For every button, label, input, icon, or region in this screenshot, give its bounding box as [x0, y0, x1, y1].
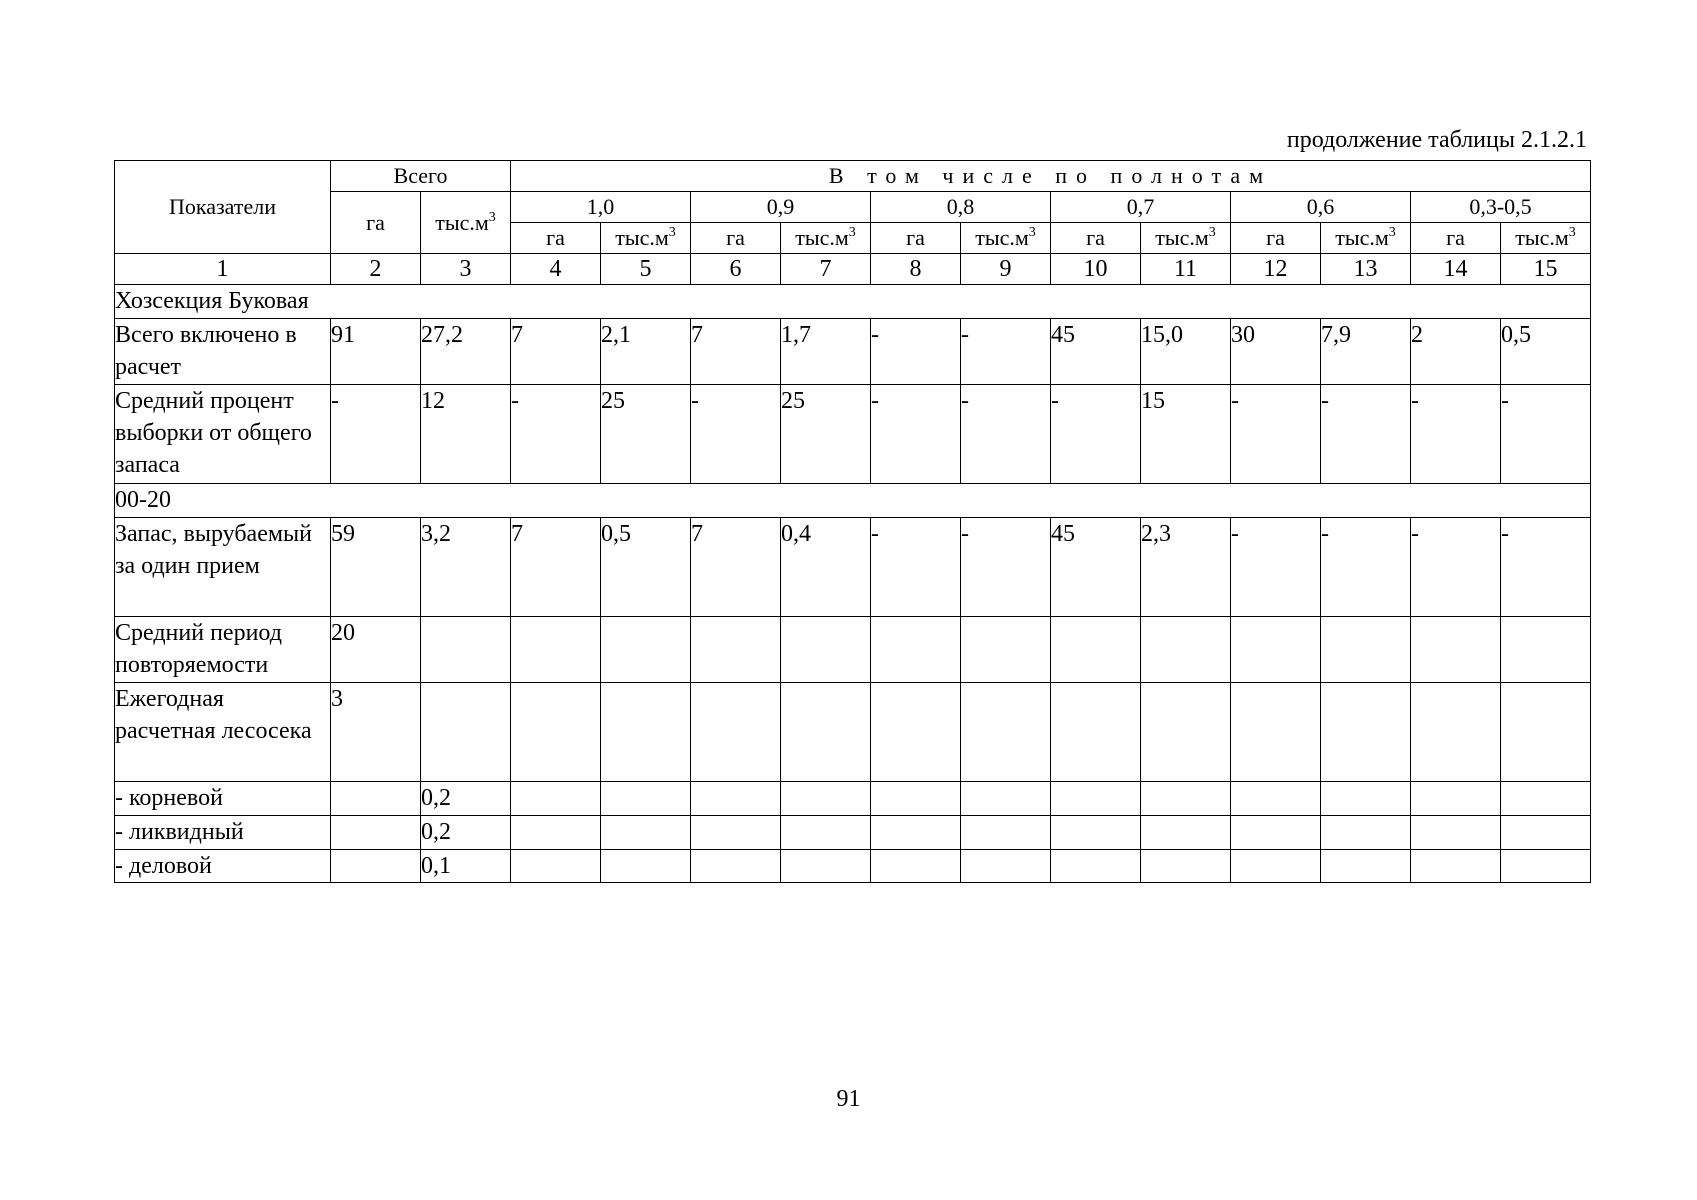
table-cell: 7: [691, 319, 781, 385]
table-cell: [1231, 617, 1321, 683]
header-density-0-9: 0,9: [691, 192, 871, 223]
table-cell: -: [1501, 518, 1591, 617]
table-cell: [871, 683, 961, 782]
table-cell: 0,2: [421, 782, 511, 816]
table-cell: [691, 617, 781, 683]
table-cell: [691, 782, 781, 816]
column-number: 1: [115, 254, 331, 285]
table-cell: [1501, 850, 1591, 883]
table-cell: -: [961, 319, 1051, 385]
table-cell: 7: [691, 518, 781, 617]
table-cell: [1321, 617, 1411, 683]
table-cell: [1321, 850, 1411, 883]
table-row: [115, 385, 1591, 484]
table-cell: 2: [1411, 319, 1501, 385]
column-number-row: [115, 254, 1591, 285]
unit-ha: га: [871, 223, 961, 254]
table-cell: -: [1501, 385, 1591, 484]
table-cell: 0,5: [601, 518, 691, 617]
header-total: Всего: [331, 161, 511, 192]
table-cell: [871, 850, 961, 883]
table-cell: -: [1411, 385, 1501, 484]
table-cell: [1411, 850, 1501, 883]
table-cell: 20: [331, 617, 421, 683]
table-cell: -: [1051, 385, 1141, 484]
table-cell: -: [871, 518, 961, 617]
table-cell: 27,2: [421, 319, 511, 385]
table-cell: 91: [331, 319, 421, 385]
table-cell: [1321, 782, 1411, 816]
table-cell: [1141, 816, 1231, 850]
row-label: - ликвидный: [115, 816, 331, 850]
table-cell: -: [871, 319, 961, 385]
unit-volume: $тыс.м^3$: [1321, 223, 1411, 254]
column-number: 2: [331, 254, 421, 285]
table-cell: [1501, 816, 1591, 850]
unit-ha: га: [511, 223, 601, 254]
column-number: 3: [421, 254, 511, 285]
section-title: 00-20: [115, 484, 1591, 518]
table-cell: -: [691, 385, 781, 484]
column-number: 15: [1501, 254, 1591, 285]
table-cell: [781, 816, 871, 850]
column-number: 10: [1051, 254, 1141, 285]
column-number: 13: [1321, 254, 1411, 285]
header-by-density: В том числе по полнотам: [511, 161, 1591, 192]
table-row: [115, 850, 1591, 883]
table-cell: 12: [421, 385, 511, 484]
table-cell: [1411, 816, 1501, 850]
table-cell: [1321, 683, 1411, 782]
table-cell: [1231, 683, 1321, 782]
section-title: Хозсекция Буковая: [115, 285, 1591, 319]
table-cell: [1051, 850, 1141, 883]
row-label: Ежегодная расчетная лесосека: [115, 683, 331, 782]
table-cell: -: [331, 385, 421, 484]
column-number: 12: [1231, 254, 1321, 285]
table-cell: [961, 782, 1051, 816]
table-cell: [1411, 782, 1501, 816]
table-cell: [871, 617, 961, 683]
table-cell: [961, 816, 1051, 850]
table-cell: [1051, 683, 1141, 782]
table-cell: 15,0: [1141, 319, 1231, 385]
table-cell: 0,2: [421, 816, 511, 850]
table-cell: [691, 683, 781, 782]
header-density-0-7: 0,7: [1051, 192, 1231, 223]
table-cell: [691, 850, 781, 883]
allowable-cut-table: [114, 160, 1591, 883]
table-cell: 0,5: [1501, 319, 1591, 385]
table-row: [115, 683, 1591, 782]
table-cell: -: [1321, 518, 1411, 617]
table-cell: [1141, 850, 1231, 883]
table-cell: [1231, 816, 1321, 850]
table-cell: [511, 683, 601, 782]
table-cell: 45: [1051, 518, 1141, 617]
column-number: 11: [1141, 254, 1231, 285]
header-total-ha: га: [331, 192, 421, 254]
table-cell: 30: [1231, 319, 1321, 385]
table-cell: [421, 617, 511, 683]
table-cell: -: [1321, 385, 1411, 484]
table-cell: [601, 782, 691, 816]
table-cell: [1231, 850, 1321, 883]
unit-ha: га: [1231, 223, 1321, 254]
table-cell: [1501, 617, 1591, 683]
unit-volume: $тыс.м^3$: [1501, 223, 1591, 254]
table-cell: [1141, 683, 1231, 782]
table-cell: 25: [601, 385, 691, 484]
table-caption: продолжение таблицы 2.1.2.1: [1286, 127, 1587, 153]
header-density-0-8: 0,8: [871, 192, 1051, 223]
table-cell: 3,2: [421, 518, 511, 617]
table-cell: -: [961, 385, 1051, 484]
table-row: [115, 617, 1591, 683]
table-cell: [781, 850, 871, 883]
header-density-1-0: 1,0: [511, 192, 691, 223]
table-cell: -: [511, 385, 601, 484]
table-cell: [781, 617, 871, 683]
row-label: Средний процент выборки от общего запаса: [115, 385, 331, 484]
unit-ha: га: [1411, 223, 1501, 254]
table-cell: [781, 782, 871, 816]
table-cell: [1411, 683, 1501, 782]
table-cell: [601, 816, 691, 850]
column-number: 4: [511, 254, 601, 285]
table-cell: [1051, 816, 1141, 850]
table-cell: 15: [1141, 385, 1231, 484]
table-cell: [1501, 782, 1591, 816]
column-number: 8: [871, 254, 961, 285]
table-cell: [601, 617, 691, 683]
table-cell: -: [1231, 385, 1321, 484]
table-cell: 7,9: [1321, 319, 1411, 385]
table-cell: 2,1: [601, 319, 691, 385]
table-cell: [1411, 617, 1501, 683]
table-cell: 59: [331, 518, 421, 617]
table-cell: [511, 850, 601, 883]
column-number: 9: [961, 254, 1051, 285]
table-cell: 7: [511, 319, 601, 385]
table-cell: 0,4: [781, 518, 871, 617]
table-cell: 3: [331, 683, 421, 782]
table-cell: [331, 782, 421, 816]
unit-ha: га: [1051, 223, 1141, 254]
header-indicators: Показатели: [115, 161, 331, 254]
table-cell: [781, 683, 871, 782]
unit-volume: $тыс.м^3$: [781, 223, 871, 254]
table-cell: [691, 816, 781, 850]
table-cell: [1231, 782, 1321, 816]
header-density-0-6: 0,6: [1231, 192, 1411, 223]
unit-volume: $тыс.м^3$: [961, 223, 1051, 254]
table-cell: 25: [781, 385, 871, 484]
table-cell: [601, 683, 691, 782]
table-cell: [961, 617, 1051, 683]
table-cell: [511, 816, 601, 850]
table-cell: [961, 850, 1051, 883]
table-row: [115, 319, 1591, 385]
table-cell: [511, 782, 601, 816]
header-density-0-3-0-5: 0,3-0,5: [1411, 192, 1591, 223]
table-cell: -: [1231, 518, 1321, 617]
table-cell: [421, 683, 511, 782]
page-number: 91: [836, 1086, 861, 1112]
table-cell: 7: [511, 518, 601, 617]
table-cell: 0,1: [421, 850, 511, 883]
table-cell: 45: [1051, 319, 1141, 385]
table-row: [115, 816, 1591, 850]
row-label: - деловой: [115, 850, 331, 883]
row-label: Запас, вырубаемый за один прием: [115, 518, 331, 617]
column-number: 5: [601, 254, 691, 285]
table-cell: [511, 617, 601, 683]
row-label: - корневой: [115, 782, 331, 816]
table-cell: -: [961, 518, 1051, 617]
header-total-volume: $тыс.м^3$: [421, 192, 511, 254]
row-label: Всего включено в расчет: [115, 319, 331, 385]
table-cell: [331, 816, 421, 850]
table-cell: 2,3: [1141, 518, 1231, 617]
table-cell: [1051, 782, 1141, 816]
column-number: 6: [691, 254, 781, 285]
table-cell: -: [1411, 518, 1501, 617]
table-cell: [1321, 816, 1411, 850]
unit-volume: $тыс.м^3$: [1141, 223, 1231, 254]
table-cell: [1501, 683, 1591, 782]
column-number: 7: [781, 254, 871, 285]
table-cell: [961, 683, 1051, 782]
table-cell: [871, 816, 961, 850]
table-cell: [871, 782, 961, 816]
table-cell: 1,7: [781, 319, 871, 385]
table-row: [115, 782, 1591, 816]
column-number: 14: [1411, 254, 1501, 285]
table-row: [115, 518, 1591, 617]
table-cell: [601, 850, 691, 883]
table-cell: [1051, 617, 1141, 683]
table-cell: [1141, 617, 1231, 683]
row-label: Средний период повторяемости: [115, 617, 331, 683]
unit-ha: га: [691, 223, 781, 254]
unit-volume: $тыс.м^3$: [601, 223, 691, 254]
table-cell: -: [871, 385, 961, 484]
table-cell: [331, 850, 421, 883]
table-cell: [1141, 782, 1231, 816]
